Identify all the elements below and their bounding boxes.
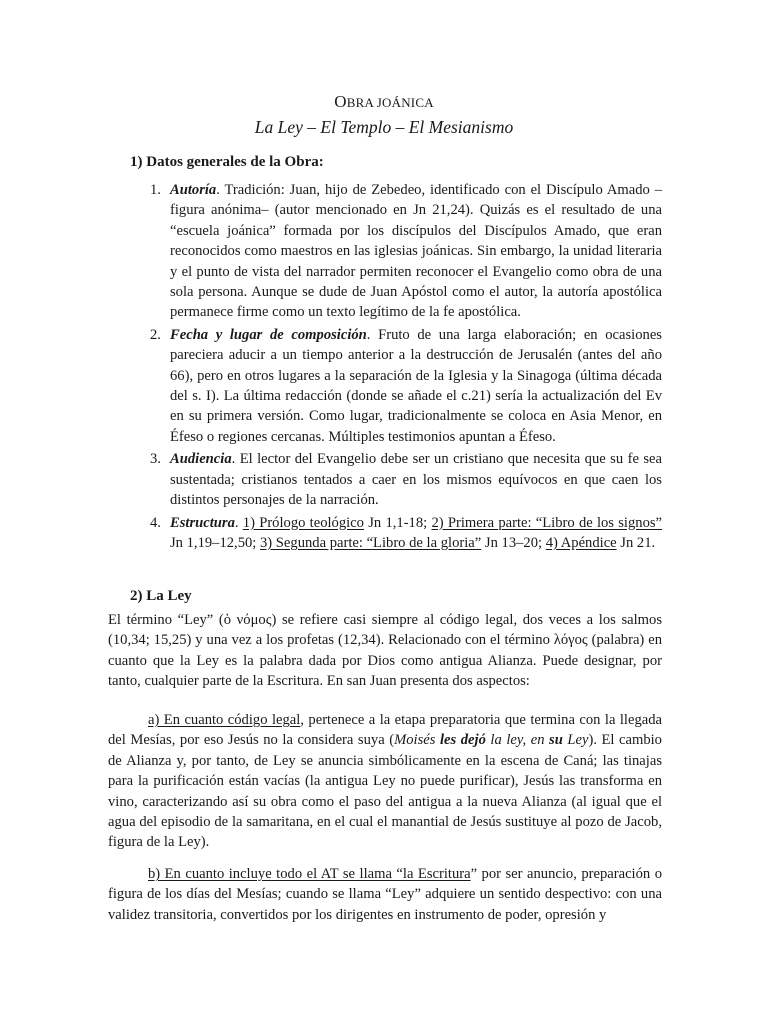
item-keyword: Autoría	[170, 182, 217, 198]
list-item-estructura	[150, 513, 663, 554]
structure-part-label: 3) Segunda parte: “Libro de la gloria”	[260, 534, 482, 551]
structure-part-label: 1) Prólogo teológico	[242, 514, 364, 531]
paragraph-a-text: ). El cambio de Alianza y, por tanto, de Ley se anuncia simbólicamente en la escena de Caná; las tinajas para la purificación están vacías (la antigua Ley no puede purificar), Jesús las transforma en vino, caracterizando así su obra como el paso del antigua a la nueva Alianza (al igual que el agua del episodio de la samaritana, en el cual el manantial de Jesús sustituye al pozo de Jacob, figura de la Ley).	[108, 732, 662, 851]
list-number: 3.	[150, 451, 161, 468]
structure-part-ref: Jn 21.	[616, 534, 656, 551]
document-title	[0, 92, 768, 113]
list-number: 2.	[150, 326, 161, 343]
quote-part: Moisés	[394, 732, 440, 749]
quote-bold: su	[549, 732, 563, 749]
structure-part-ref: Jn 1,19–12,50;	[170, 534, 260, 551]
ley-paragraph-a	[108, 710, 662, 853]
list-item-audiencia	[150, 449, 662, 510]
item-keyword: Fecha y lugar de composición	[170, 326, 367, 343]
item-text: . El lector del Evangelio debe ser un cristiano que necesita que su fe sea sustentada; cristianos tentados a caer en los mismos equívocos en que caen los distintos personajes de la narración.	[170, 451, 662, 509]
paragraph-a-text: , pertenece a la etapa preparatoria que termina con la llegada del Mesías, por eso Jesús no la considera suya (	[108, 712, 662, 749]
section-heading-ley: 2) La Ley	[130, 588, 192, 604]
paragraph-a-label: a) En cuanto código legal	[148, 712, 301, 728]
paragraph-b-label	[148, 866, 471, 882]
ley-paragraph-b	[108, 864, 662, 925]
item-keyword: Estructura	[170, 514, 235, 531]
list-number: 4.	[150, 514, 161, 531]
label-part: b) En cuanto incluye todo el AT se llama “	[148, 866, 403, 882]
structure-part-label: 2) Primera parte: “Libro de los signos”	[431, 514, 663, 531]
quote-part: Ley	[562, 732, 589, 749]
document-subtitle: La Ley – El Templo – El Mesianismo	[254, 117, 514, 137]
quote-part: la ley, en	[485, 732, 550, 749]
list-item-autoria	[150, 180, 662, 323]
quote-moises	[394, 732, 588, 748]
item-keyword: Audiencia	[170, 451, 232, 468]
label-part: la Escritura	[402, 866, 471, 882]
structure-part-label: 4) Apéndice	[545, 534, 617, 551]
item-text: . Tradición: Juan, hijo de Zebedeo, identificado con el Discípulo Amado – figura anónima– (autor mencionado en Jn 21,24). Quizás es el resultado de una “escuela joánica” formada por los discípulos del Discípulos Amado, que eran reconocidos como maestros en las iglesias joánicas. Sin embargo, la unidad literaria y el punto de vista del narrador permiten reconocer el Evangelio como obra de una sola persona. Aunque se dude de Juan Apóstol como el autor, la autoría apostólica permanece firme como un texto legítimo de la fe apostólica.	[170, 182, 662, 321]
quote-bold: les dejó	[439, 732, 486, 749]
list-item-fecha	[150, 325, 662, 447]
list-number: 1.	[150, 182, 161, 198]
structure-part-ref: Jn 13–20;	[481, 534, 546, 551]
structure-part-ref: Jn 1,1-18;	[363, 514, 432, 531]
datos-list	[150, 180, 663, 555]
title-rest: BRA JOÁNICA	[346, 95, 434, 110]
ley-intro-paragraph: El término “Ley” (ὁ νόμος) se refiere casi siempre al código legal, dos veces a los salmos (10,34; 15,25) y una vez a los profetas (12,34). Relacionado con el término λόγος (palabra) en cuanto que la Ley es la palabra dada por Dios como antigua Alianza. Puede designar, por tanto, cualquier parte de la Escritura. En san Juan presenta dos aspectos:	[108, 612, 662, 690]
item-text: . Fruto de una larga elaboración; en ocasiones pareciera aducir a un tiempo anterior a la destrucción de Jerusalén (antes del año 66), pero en otros lugares a la separación de la Iglesia y la Sinagoga (última década del s. I). La última redacción (donde se añade el c.21) sería la actualización del Ev en su primera versión. Como lugar, tradicionalmente se coloca en Asia Menor, en Éfeso o regiones cercanas. Múltiples testimonios apuntan a Éfeso.	[170, 326, 662, 445]
section-heading-datos: 1) Datos generales de la Obra:	[130, 154, 324, 170]
paragraph-b-text: ” por ser anuncio, preparación o figura de los días del Mesías; cuando se llama “Ley” adquiere un sentido despectivo: con una validez transitoria, convertidos por los dirigentes en instrumento de poder, opresión y	[108, 866, 662, 923]
title-initial: O	[334, 92, 347, 111]
item-separator: .	[234, 514, 243, 531]
